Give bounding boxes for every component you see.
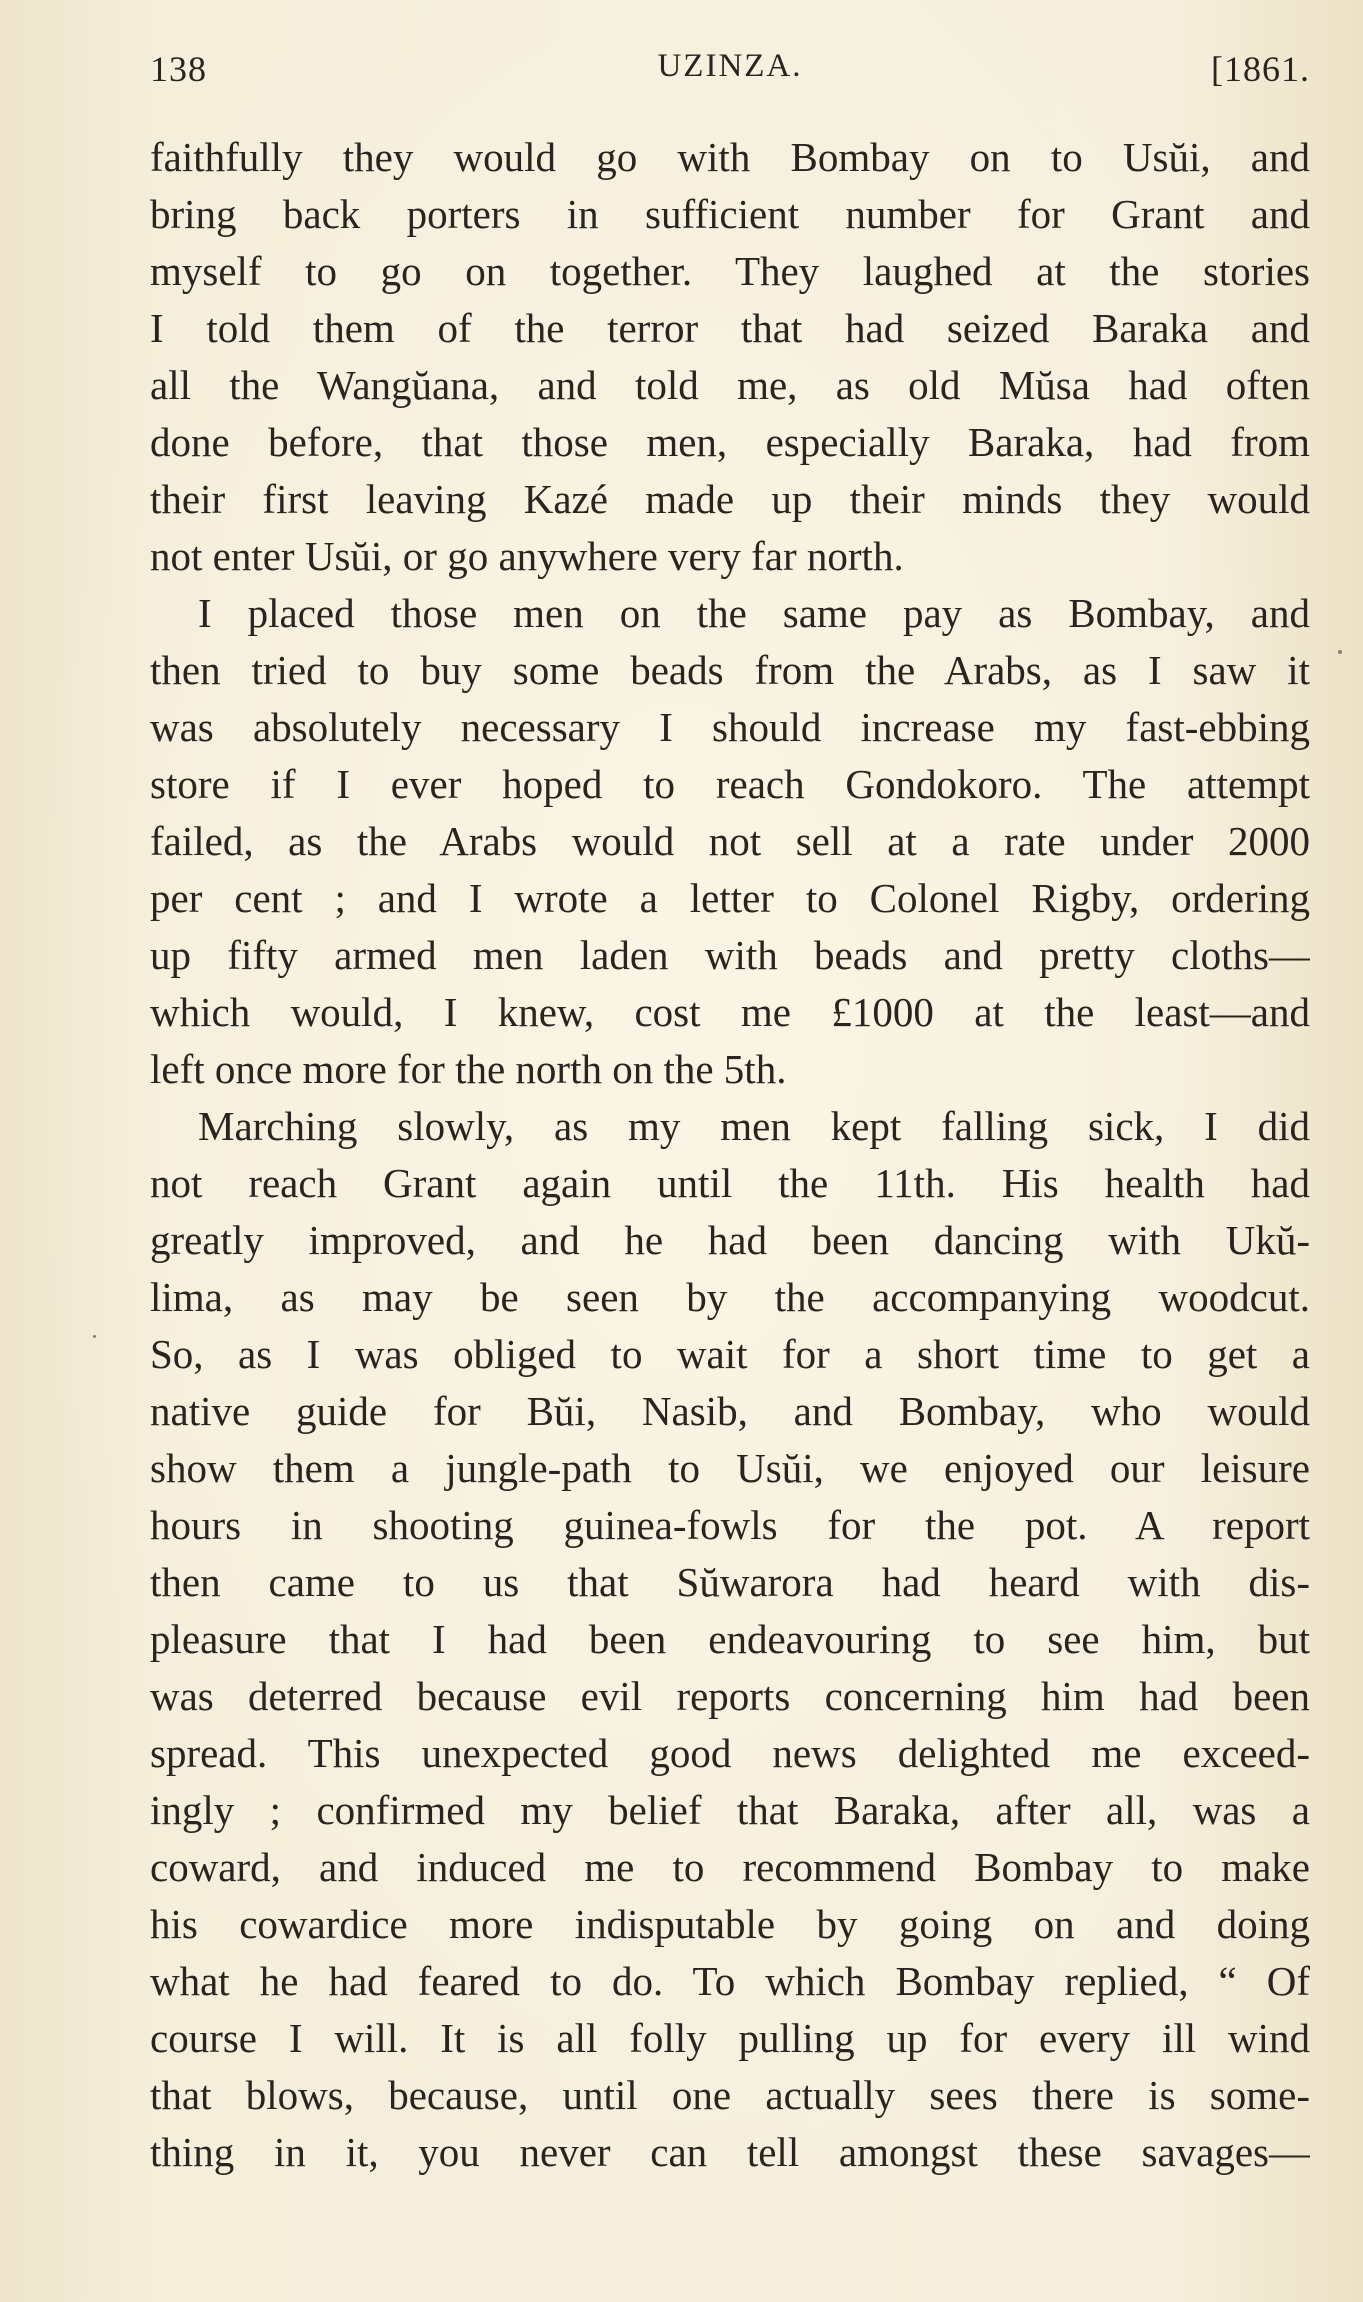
body-text — [150, 129, 1310, 2181]
text-line: up fifty armed men laden with beads and pretty cloths— — [150, 932, 1310, 978]
text-line: what he had feared to do. To which Bombay replied, “ Of — [150, 1958, 1310, 2004]
text-line: faithfully they would go with Bombay on to Usŭi, and — [150, 134, 1310, 180]
text-line: lima, as may be seen by the accompanying woodcut. — [150, 1274, 1310, 1320]
text-line: greatly improved, and he had been dancing with Ukŭ- — [150, 1217, 1310, 1263]
text-line: show them a jungle-path to Usŭi, we enjoyed our leisure — [150, 1445, 1310, 1491]
text-line: his cowardice more indisputable by going on and doing — [150, 1901, 1310, 1947]
text-line: I told them of the terror that had seized Baraka and — [150, 305, 1310, 351]
text-line: thing in it, you never can tell amongst these savages— — [150, 2129, 1310, 2175]
text-line: spread. This unexpected good news delighted me exceed- — [150, 1730, 1310, 1776]
text-line: their first leaving Kazé made up their minds they would — [150, 476, 1310, 522]
text-line: which would, I knew, cost me £1000 at the least—and — [150, 989, 1310, 1035]
paper-speck — [1338, 650, 1342, 654]
text-line: store if I ever hoped to reach Gondokoro. The attempt — [150, 761, 1310, 807]
text-line: done before, that those men, especially Baraka, had from — [150, 419, 1310, 465]
text-line: bring back porters in sufficient number for Grant and — [150, 191, 1310, 237]
paragraph-start-line: I placed those men on the same pay as Bombay, and — [198, 590, 1310, 636]
paper-speck — [93, 1335, 96, 1338]
page-number: 138 — [150, 49, 207, 89]
text-line: was deterred because evil reports concerning him had been — [150, 1673, 1310, 1719]
year-marker: [1861. — [1211, 49, 1310, 89]
running-head — [150, 48, 1310, 100]
text-line: pleasure that I had been endeavouring to see him, but — [150, 1616, 1310, 1662]
text-line: ingly ; confirmed my belief that Baraka, after all, was a — [150, 1787, 1310, 1833]
paragraph-start-line: Marching slowly, as my men kept falling sick, I did — [198, 1103, 1310, 1149]
text-line: then tried to buy some beads from the Arabs, as I saw it — [150, 647, 1310, 693]
text-line: left once more for the north on the 5th. — [150, 1046, 787, 1092]
text-line: then came to us that Sŭwarora had heard with dis- — [150, 1559, 1310, 1605]
text-line: not enter Usŭi, or go anywhere very far north. — [150, 533, 904, 579]
text-line: course I will. It is all folly pulling up for every ill wind — [150, 2015, 1310, 2061]
text-line: that blows, because, until one actually sees there is some- — [150, 2072, 1310, 2118]
text-line: myself to go on together. They laughed at the stories — [150, 248, 1310, 294]
chapter-title: UZINZA. — [657, 48, 803, 84]
text-line: per cent ; and I wrote a letter to Colonel Rigby, ordering — [150, 875, 1310, 921]
text-line: failed, as the Arabs would not sell at a rate under 2000 — [150, 818, 1310, 864]
text-line: all the Wangŭana, and told me, as old Mŭsa had often — [150, 362, 1310, 408]
text-line: coward, and induced me to recommend Bombay to make — [150, 1844, 1310, 1890]
text-line: So, as I was obliged to wait for a short time to get a — [150, 1331, 1310, 1377]
text-line: native guide for Bŭi, Nasib, and Bombay, who would — [150, 1388, 1310, 1434]
text-line: not reach Grant again until the 11th. His health had — [150, 1160, 1310, 1206]
text-line: hours in shooting guinea-fowls for the pot. A report — [150, 1502, 1310, 1548]
text-line: was absolutely necessary I should increase my fast-ebbing — [150, 704, 1310, 750]
